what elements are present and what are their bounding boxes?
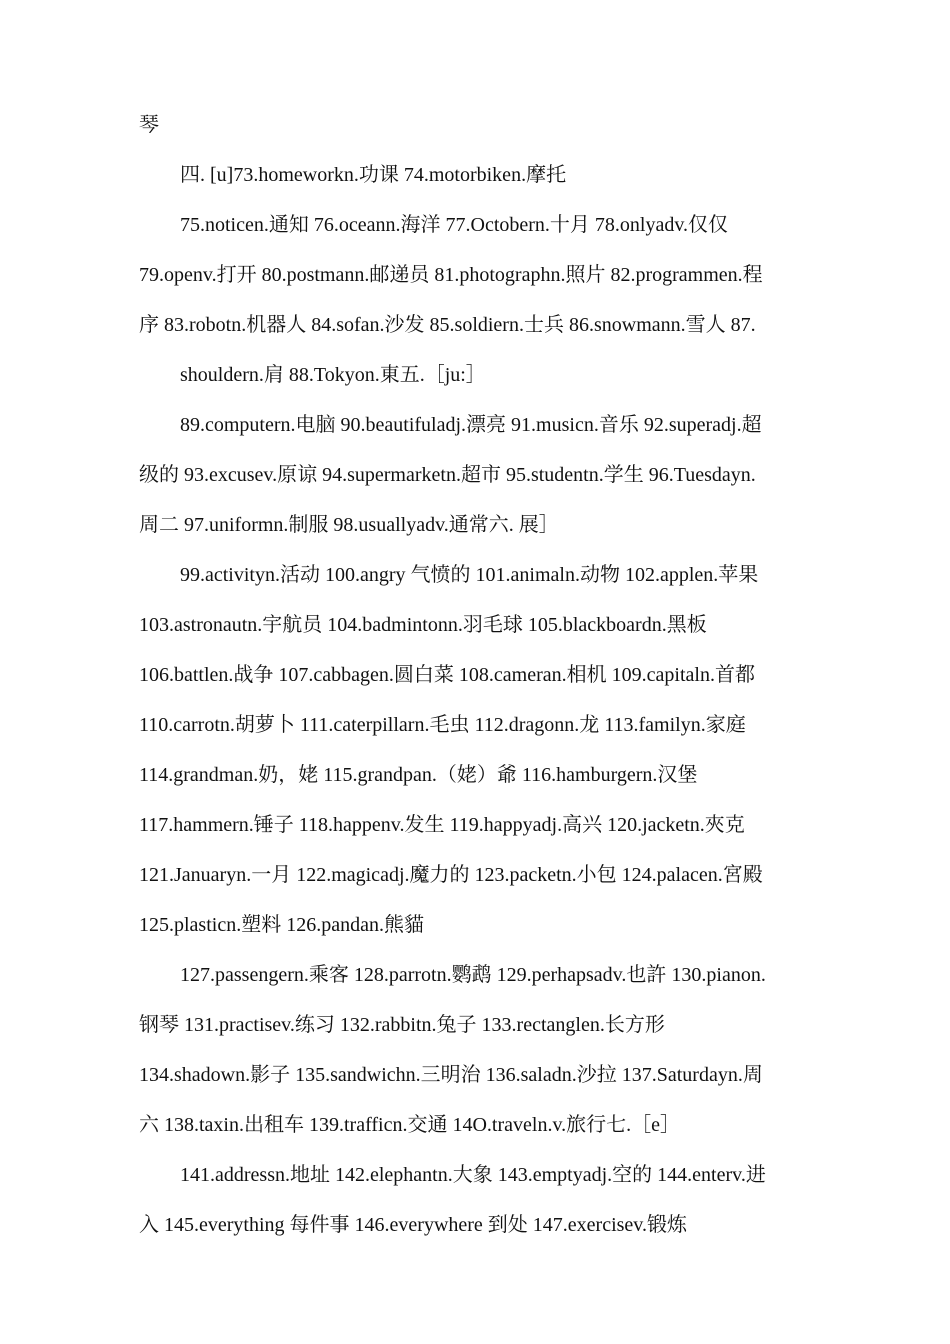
text-line: 79.openv.打开 80.postmann.邮递员 81.photographn.照片 82.programmen.程 bbox=[139, 264, 763, 286]
text-line: 106.battlen.战争 107.cabbagen.圆白菜 108.cameran.相机 109.capitaln.首都 bbox=[139, 664, 755, 686]
text-line: 周二 97.uniformn.制服 98.usuallyadv.通常六. 展］ bbox=[139, 514, 559, 536]
text-line: 103.astronautn.宇航员 104.badmintonn.羽毛球 105.blackboardn.黑板 bbox=[139, 614, 707, 636]
text-line: shouldern.肩 88.Tokyon.東五.［ju:］ bbox=[180, 364, 486, 386]
text-line: 127.passengern.乘客 128.parrotn.鹦鹉 129.perhapsadv.也許 130.pianon. bbox=[180, 964, 766, 986]
text-line: 六 138.taxin.出租车 139.trafficn.交通 14O.traveln.v.旅行七.［e］ bbox=[139, 1114, 681, 1136]
text-line: 99.activityn.活动 100.angry 气愤的 101.animaln.动物 102.applen.苹果 bbox=[180, 564, 759, 586]
text-line: 89.computern.电脑 90.beautifuladj.漂亮 91.musicn.音乐 92.superadj.超 bbox=[180, 414, 762, 436]
text-line: 入 145.everything 每件事 146.everywhere 到处 147.exercisev.锻炼 bbox=[139, 1214, 688, 1236]
text-line: 110.carrotn.胡萝卜 111.caterpillarn.毛虫 112.dragonn.龙 113.familyn.家庭 bbox=[139, 714, 746, 736]
text-line: 四. [u]73.homeworkn.功课 74.motorbiken.摩托 bbox=[180, 164, 567, 186]
text-line: 125.plasticn.塑料 126.pandan.熊貓 bbox=[139, 914, 424, 936]
text-line: 级的 93.excusev.原谅 94.supermarketn.超市 95.studentn.学生 96.Tuesdayn. bbox=[139, 464, 756, 486]
text-line: 琴 bbox=[139, 114, 159, 136]
text-line: 114.grandman.奶，姥 115.grandpan.（姥）爺 116.hamburgern.汉堡 bbox=[139, 764, 698, 786]
text-line: 钢琴 131.practisev.练习 132.rabbitn.兔子 133.rectanglen.长方形 bbox=[139, 1014, 665, 1036]
document-body bbox=[139, 100, 809, 1250]
text-line: 121.Januaryn.一月 122.magicadj.魔力的 123.packetn.小包 124.palacen.宮殿 bbox=[139, 864, 763, 886]
text-line: 序 83.robotn.机器人 84.sofan.沙发 85.soldiern.士兵 86.snowmann.雪人 87. bbox=[139, 314, 756, 336]
text-line: 75.noticen.通知 76.oceann.海洋 77.Octobern.十月 78.onlyadv.仅仅 bbox=[180, 214, 729, 236]
text-line: 117.hammern.锤子 118.happenv.发生 119.happyadj.高兴 120.jacketn.夾克 bbox=[139, 814, 745, 836]
text-line: 141.addressn.地址 142.elephantn.大象 143.emptyadj.空的 144.enterv.进 bbox=[180, 1164, 766, 1186]
text-line: 134.shadown.影子 135.sandwichn.三明治 136.saladn.沙拉 137.Saturdayn.周 bbox=[139, 1064, 763, 1086]
